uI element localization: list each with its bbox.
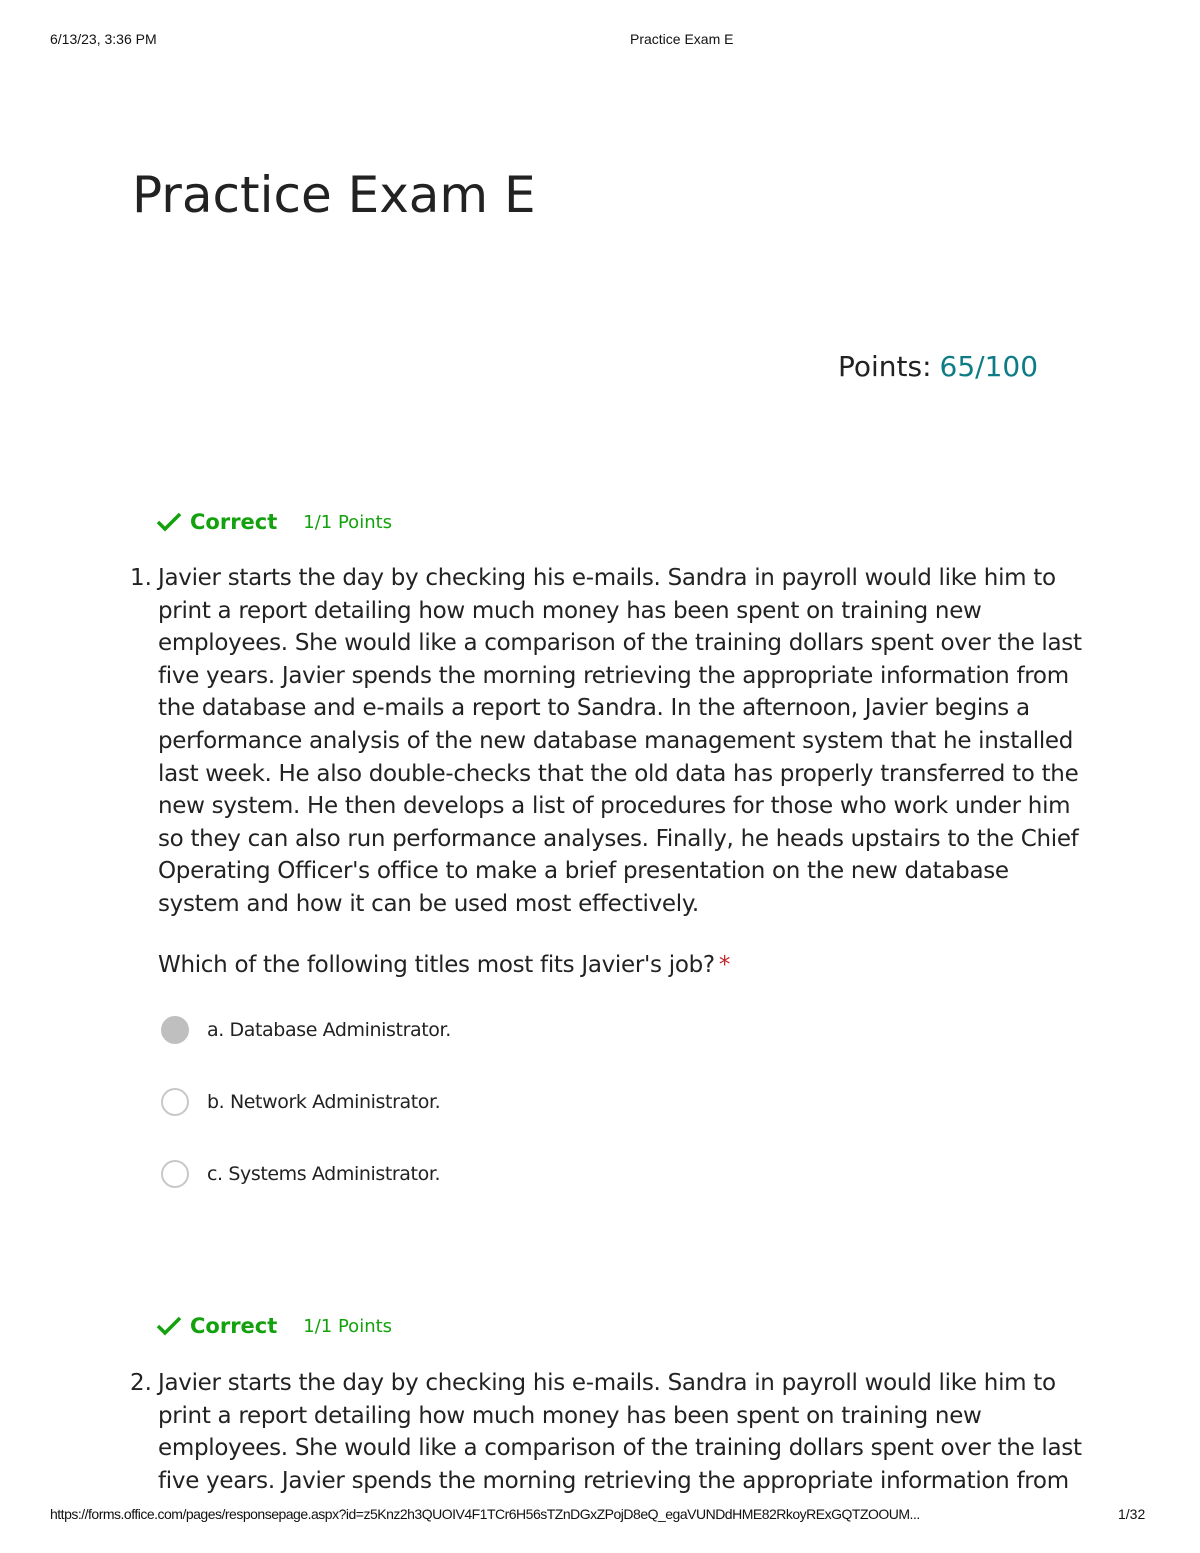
- question-line: Javier starts the day by checking his e-mails. Sandra in payroll would like him to: [158, 1370, 1056, 1396]
- question-line: last week. He also double-checks that the old data has properly transferred to the: [158, 760, 1079, 787]
- question-line: performance analysis of the new database management system that he installed: [158, 727, 1074, 754]
- question-line: so they can also run performance analyses. Finally, he heads upstairs to the Chief: [158, 825, 1079, 852]
- question-line: Javier starts the day by checking his e-mails. Sandra in payroll would like him to: [158, 565, 1056, 591]
- print-doc-title: Practice Exam E: [630, 31, 734, 47]
- option-label: c. Systems Administrator.: [207, 1163, 441, 1185]
- question-1-status: [156, 510, 392, 534]
- question-points: 1/1 Points: [303, 511, 393, 533]
- option-c[interactable]: [161, 1160, 440, 1188]
- status-label: Correct: [190, 510, 278, 534]
- option-label: b. Network Administrator.: [207, 1091, 441, 1113]
- question-prompt: [158, 952, 730, 978]
- page-title: Practice Exam E: [132, 166, 536, 224]
- option-a[interactable]: [161, 1016, 451, 1044]
- option-b[interactable]: [161, 1088, 440, 1116]
- question-2-text: [130, 1367, 1090, 1497]
- question-number: 2.: [130, 1370, 152, 1396]
- print-datetime: 6/13/23, 3:36 PM: [50, 31, 157, 47]
- question-line: print a report detailing how much money has been spent on training new: [158, 597, 982, 624]
- prompt-text: Which of the following titles most fits Javier's job?: [158, 952, 715, 978]
- question-line: print a report detailing how much money has been spent on training new: [158, 1402, 982, 1429]
- question-line: new system. He then develops a list of procedures for those who work under him: [158, 793, 1071, 820]
- page-number: 1/32: [1118, 1506, 1146, 1522]
- question-line: employees. She would like a comparison of the training dollars spent over the last: [158, 1435, 1082, 1462]
- question-points: 1/1 Points: [303, 1315, 393, 1337]
- question-1-text: [130, 562, 1090, 921]
- radio[interactable]: [161, 1088, 189, 1116]
- question-line: five years. Javier spends the morning retrieving the appropriate information from: [158, 1467, 1069, 1494]
- radio[interactable]: [161, 1160, 189, 1188]
- status-label: Correct: [190, 1314, 278, 1338]
- footer-url: https://forms.office.com/pages/responsepage.aspx?id=z5Knz2h3QUOIV4F1TCr6H56sTZnDGxZPojD8eQ_egaVUNDdHME82RkoyRExGQTZOOUM...: [50, 1506, 920, 1522]
- radio-selected[interactable]: [161, 1016, 189, 1044]
- checkmark-icon: [156, 511, 182, 533]
- score: [838, 350, 1038, 383]
- question-number: 1.: [130, 565, 152, 591]
- points-label: Points:: [838, 350, 932, 383]
- required-marker: *: [718, 952, 731, 978]
- question-line: the database and e-mails a report to Sandra. In the afternoon, Javier begins a: [158, 695, 1030, 722]
- footer: [0, 1500, 1200, 1553]
- checkmark-icon: [156, 1315, 182, 1337]
- question-line: employees. She would like a comparison of the training dollars spent over the last: [158, 630, 1082, 657]
- option-label: a. Database Administrator.: [207, 1019, 451, 1041]
- question-line: five years. Javier spends the morning retrieving the appropriate information from: [158, 662, 1069, 689]
- question-2-status: [156, 1314, 392, 1338]
- points-value: 65/100: [939, 350, 1039, 383]
- question-line: Operating Officer's office to make a brief presentation on the new database: [158, 858, 1009, 885]
- question-line: system and how it can be used most effectively.: [158, 890, 699, 917]
